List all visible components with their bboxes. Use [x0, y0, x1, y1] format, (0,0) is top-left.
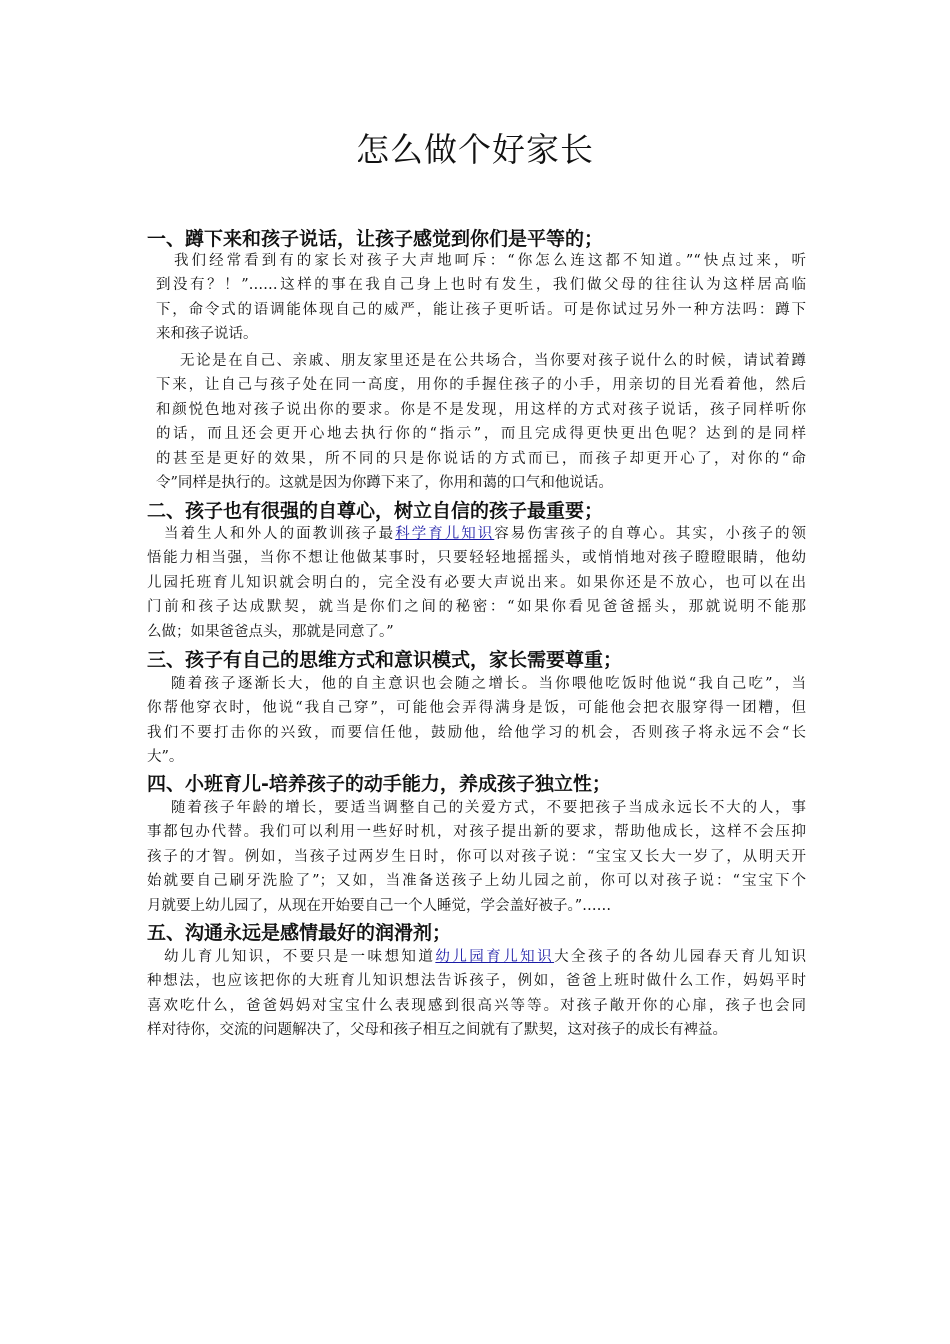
text-line: 的甚至是更好的效果，所不同的只是你说话的方式而已，而孩子却更开心了，对你的“命 — [156, 450, 806, 467]
text-fragment: 容易伤害孩子的自尊心。其实，小孩子的领 — [494, 526, 807, 542]
text-line: 来和孩子说话。 — [156, 326, 258, 343]
text-fragment: 幼儿育儿知识，不要只是一味想知道 — [164, 949, 436, 965]
section-1-paragraph-2 — [156, 349, 806, 495]
text-line: 我们不要打击你的兴致，而要信任他，鼓励他，给他学习的机会，否则孩子将永远不会“长 — [147, 724, 806, 741]
section-heading-3: 三、孩子有自己的思维方式和意识模式，家长需要尊重； — [147, 649, 623, 671]
section-heading-4: 四、小班育儿-培养孩子的动手能力，养成孩子独立性； — [147, 773, 611, 795]
section-heading-5: 五、沟通永远是感情最好的润滑剂； — [147, 922, 452, 944]
text-line: 和颜悦色地对孩子说出你的要求。你是不是发现，用这样的方式对孩子说话，孩子同样听你 — [156, 401, 806, 418]
section-4-paragraph — [147, 796, 806, 918]
document-title: 怎么做个好家长 — [356, 130, 594, 169]
text-line: 孩子的才智。例如，当孩子过两岁生日时，你可以对孩子说：“宝宝又长大一岁了，从明天开 — [147, 848, 806, 865]
text-line: 门前和孩子达成默契，就当是你们之间的秘密：“如果你看见爸爸摇头，那就说明不能那 — [147, 599, 806, 616]
text-line: 始就要自己刷牙洗脸了”；又如，当准备送孩子上幼儿园之前，你可以对孩子说：“宝宝下个 — [147, 873, 806, 890]
text-fragment: 大全孩子的各幼儿园春天育儿知识 — [554, 949, 807, 965]
section-heading-1: 一、蹲下来和孩子说话，让孩子感觉到你们是平等的； — [147, 228, 604, 250]
text-line: 事都包办代替。我们可以利用一些好时机，对孩子提出新的要求，帮助他成长，这样不会压抑 — [147, 824, 806, 841]
text-fragment: 当着生人和外人的面教训孩子最 — [164, 526, 396, 542]
text-line: 月就要上幼儿园了，从现在开始要自己一个人睡觉，学会盖好被子。”…… — [147, 897, 612, 914]
text-line: 随着孩子逐渐长大，他的自主意识也会随之增长。当你喂他吃饭时他说“我自己吃”，当 — [171, 676, 806, 692]
text-line: 你帮他穿衣时，他说“我自己穿”，可能他会弄得满身是饭，可能他会把衣服穿得一团糟，但 — [147, 700, 806, 717]
section-5-paragraph — [147, 945, 806, 1043]
text-line: 无论是在自己、亲戚、朋友家里还是在公共场合，当你要对孩子说什么的时候，请试着蹲 — [180, 353, 806, 369]
text-line: 悟能力相当强，当你不想让他做某事时，只要轻轻地摇摇头，或悄悄地对孩子瞪瞪眼睛，他幼 — [147, 550, 806, 567]
text-line: 下，命令式的语调能体现自己的威严，能让孩子更听话。可是你试过另外一种方法吗：蹲下 — [156, 301, 806, 318]
section-2-paragraph — [147, 522, 806, 644]
science-parenting-link[interactable]: 科学育儿知识 — [395, 526, 495, 542]
text-line: 样对待你，交流的问题解决了，父母和孩子相互之间就有了默契，这对孩子的成长有裨益。 — [147, 1022, 727, 1039]
text-line — [147, 945, 806, 969]
text-line: 大”。 — [147, 749, 184, 766]
text-line — [147, 522, 806, 546]
text-line: 随着孩子年龄的增长，要适当调整自己的关爱方式，不要把孩子当成永远长不大的人，事 — [171, 800, 806, 816]
text-line: 我们经常看到有的家长对孩子大声地呵斥：“你怎么连这都不知道。”“快点过来，听 — [174, 253, 806, 269]
text-line: 喜欢吃什么，爸爸妈妈对宝宝什么表现感到很高兴等等。对孩子敞开你的心扉，孩子也会同 — [147, 997, 806, 1014]
text-line: 的话，而且还会更开心地去执行你的“指示”，而且完成得更快更出色呢？达到的是同样 — [156, 426, 806, 443]
text-line: 到没有？！”……这样的事在我自己身上也时有发生，我们做父母的往往认为这样居高临 — [156, 277, 806, 294]
text-line: 么做；如果爸爸点头，那就是同意了。” — [147, 623, 394, 640]
text-line: 种想法，也应该把你的大班育儿知识想法告诉孩子，例如，爸爸上班时做什么工作，妈妈平时 — [147, 973, 806, 990]
kindergarten-parenting-link[interactable]: 幼儿园育儿知识 — [435, 949, 555, 965]
text-line: 令”同样是执行的。这就是因为你蹲下来了，你用和蔼的口气和他说话。 — [156, 475, 613, 492]
text-line: 儿园托班育儿知识就会明白的，完全没有必要大声说出来。如果你还是不放心，也可以在出 — [147, 574, 806, 591]
section-3-paragraph — [147, 672, 806, 770]
text-line: 下来，让自己与孩子处在同一高度，用你的手握住孩子的小手，用亲切的目光看着他，然后 — [156, 377, 806, 394]
section-1-paragraph-1 — [156, 249, 806, 347]
section-heading-2: 二、孩子也有很强的自尊心，树立自信的孩子最重要； — [147, 500, 604, 522]
